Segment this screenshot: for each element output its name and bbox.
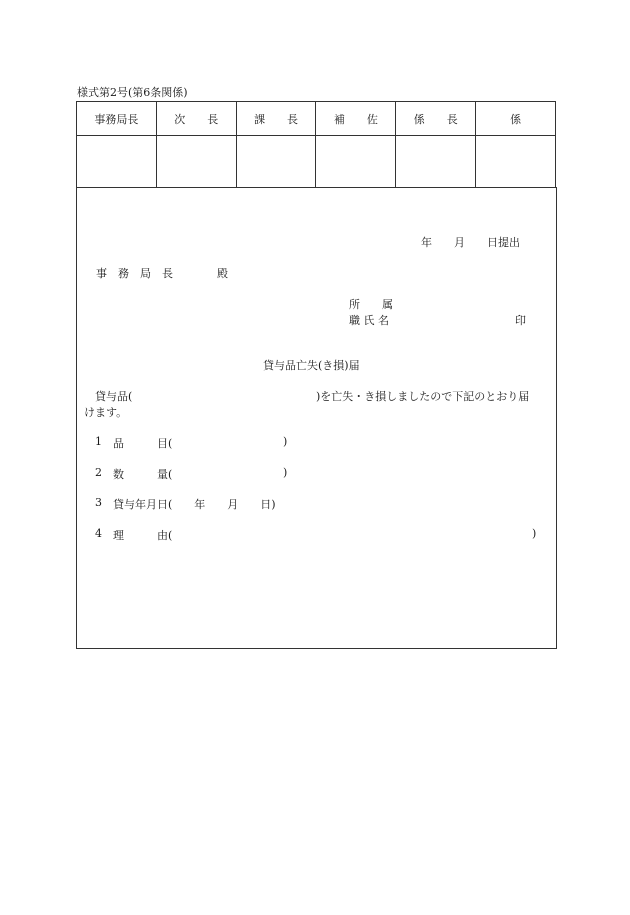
item-number-2: 2 — [95, 466, 102, 479]
item-number-1: 1 — [95, 435, 102, 448]
approval-header-deputy: 次 長 — [156, 102, 236, 136]
body-text-end: )を亡失・き損しましたので下記のとおり届 — [316, 390, 530, 403]
addressee-line: 事 務 局 長 殿 — [96, 267, 228, 280]
approval-header-row — [77, 102, 556, 136]
stamp-cell-director[interactable] — [77, 136, 157, 188]
stamp-cell-subsection-chief[interactable] — [396, 136, 476, 188]
item-label-reason: 理 由( — [113, 529, 173, 542]
name-label: 職 氏 名 — [349, 314, 389, 327]
form-number-label: 様式第2号(第6条関係) — [77, 86, 188, 99]
item-number-3: 3 — [95, 496, 102, 509]
item-label-lending-date: 貸与年月日( 年 月 日) — [113, 498, 276, 511]
approval-stamp-table — [76, 101, 556, 188]
submission-date-line: 年 月 日提出 — [421, 236, 520, 249]
report-form-box — [76, 187, 557, 649]
body-text-continued: けます。 — [84, 406, 128, 419]
stamp-cell-assistant[interactable] — [316, 136, 396, 188]
item-label-quantity: 数 量( — [113, 468, 173, 481]
stamp-cell-staff[interactable] — [476, 136, 556, 188]
approval-header-subsection-chief: 係 長 — [396, 102, 476, 136]
approval-header-section-chief: 課 長 — [236, 102, 316, 136]
approval-header-assistant: 補 佐 — [316, 102, 396, 136]
item-close-reason: ) — [532, 527, 537, 540]
approval-header-director: 事務局長 — [77, 102, 157, 136]
affiliation-label: 所 属 — [349, 298, 393, 311]
form-title: 貸与品亡失(き損)届 — [263, 359, 360, 372]
item-close-goods: ) — [283, 435, 288, 448]
stamp-cell-deputy[interactable] — [156, 136, 236, 188]
stamp-cell-section-chief[interactable] — [236, 136, 316, 188]
approval-header-staff: 係 — [476, 102, 556, 136]
body-text-start: 貸与品( — [95, 390, 133, 403]
item-label-goods: 品 目( — [113, 437, 173, 450]
seal-mark: 印 — [515, 314, 526, 327]
approval-stamp-row — [77, 136, 556, 188]
item-close-quantity: ) — [283, 466, 288, 479]
item-number-4: 4 — [95, 527, 102, 540]
